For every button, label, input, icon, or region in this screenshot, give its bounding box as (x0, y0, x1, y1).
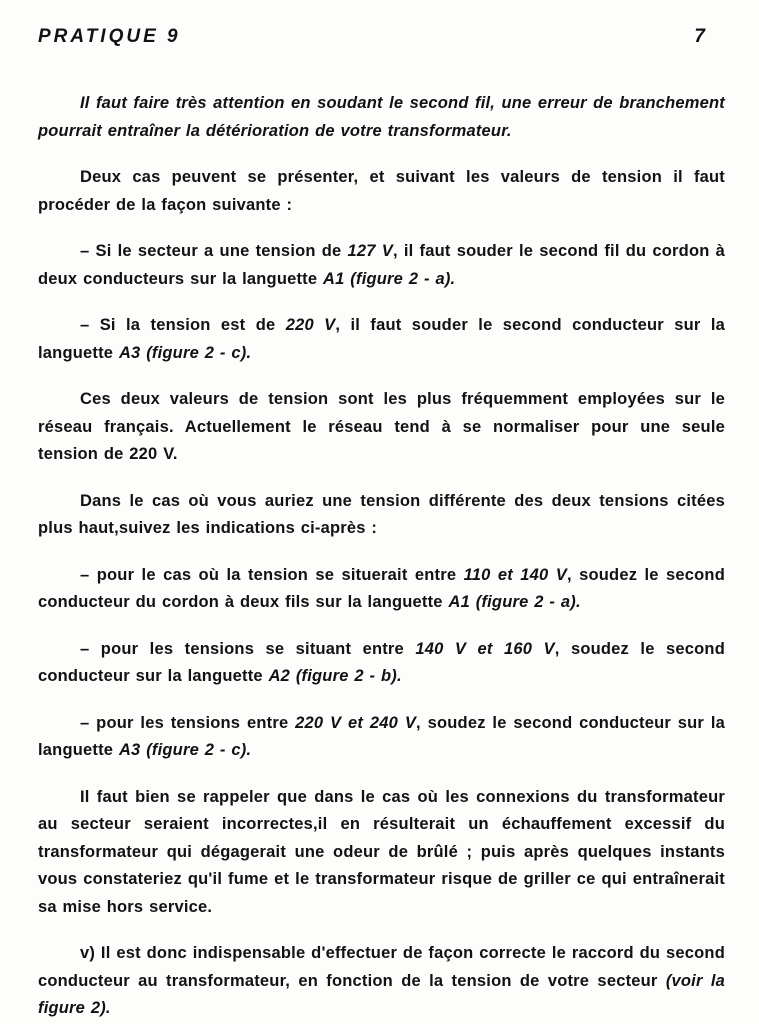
italic-text-run: A1 (figure 2 - a). (448, 593, 581, 611)
text-run: Deux cas peuvent se présenter, et suivant les valeurs de tension il faut procéder de la façon suivante : (38, 168, 725, 214)
italic-text-run: 220 V et 240 V (295, 713, 417, 732)
italic-text-run: Il faut faire très attention en soudant le second fil, une erreur de branchement pourrait entraîner la détérioration de votre transformateur. (38, 94, 725, 140)
paragraph (38, 636, 725, 691)
text-run: , il faut souder le second conducteur sur la languette (38, 316, 726, 362)
italic-text-run: 127 V (347, 242, 393, 260)
italic-text-run: 140 V et 160 V (415, 639, 555, 658)
paragraph (38, 562, 725, 617)
text-run: – pour les tensions entre (80, 713, 296, 732)
text-run: – pour les tensions se situant entre (80, 639, 416, 658)
paragraph (38, 238, 725, 293)
text-run: Il faut bien se rappeler que dans le cas où les connexions du transformateur au secteur seraient incorrectes,il en résulterait un échauffement excessif du transformateur qui dégagerait une odeur de brûlé ; puis après quelques instants vous constateriez qu'il fume et le transformateur risque de griller ce qui entraînerait sa mise hors service. (38, 787, 725, 916)
paragraph (38, 164, 725, 219)
paragraph (38, 784, 725, 922)
body-text (38, 90, 725, 1023)
text-run: , il faut souder le second fil du cordon à deux conducteurs sur la languette (38, 242, 726, 288)
text-run: , soudez le second conducteur sur la languette (38, 639, 725, 685)
paragraph (38, 386, 725, 469)
text-run: – Si le secteur a une tension de (80, 242, 348, 260)
text-run: – pour le cas où la tension se situerait entre (80, 565, 464, 584)
page-title: PRATIQUE 9 (38, 26, 181, 47)
paragraph (38, 488, 725, 543)
page-number: 7 (694, 26, 705, 47)
paragraph (38, 90, 725, 145)
italic-text-run: 110 et 140 V (463, 565, 567, 584)
text-run: – Si la tension est de (80, 316, 286, 334)
text-run: , soudez le second conducteur du cordon à deux fils sur la languette (38, 565, 725, 611)
page-header (38, 26, 725, 48)
italic-text-run: A3 (figure 2 - c). (118, 741, 252, 759)
italic-text-run: 220 V (285, 316, 336, 334)
paragraph (38, 312, 725, 367)
text-run: v) Il est donc indispensable d'effectuer de façon correcte le raccord du second conducteur au transformateur, en fonction de la tension de votre secteur (38, 944, 725, 990)
paragraph (38, 940, 725, 1023)
italic-text-run: A2 (figure 2 - b). (268, 667, 402, 685)
italic-text-run: A3 (figure 2 - c). (118, 343, 252, 362)
italic-text-run: A1 (figure 2 - a). (323, 269, 456, 288)
paragraph (38, 710, 725, 765)
text-run: , soudez le second conducteur sur la languette (38, 713, 725, 759)
text-run: Dans le cas où vous auriez une tension différente des deux tensions citées plus haut,suivez les indications ci-après : (38, 491, 725, 537)
italic-text-run: (voir la figure 2). (38, 971, 725, 1017)
text-run: Ces deux valeurs de tension sont les plus fréquemment employées sur le réseau français. Actuellement le réseau tend à se normaliser pour une seule tension de 220 V. (38, 390, 725, 463)
